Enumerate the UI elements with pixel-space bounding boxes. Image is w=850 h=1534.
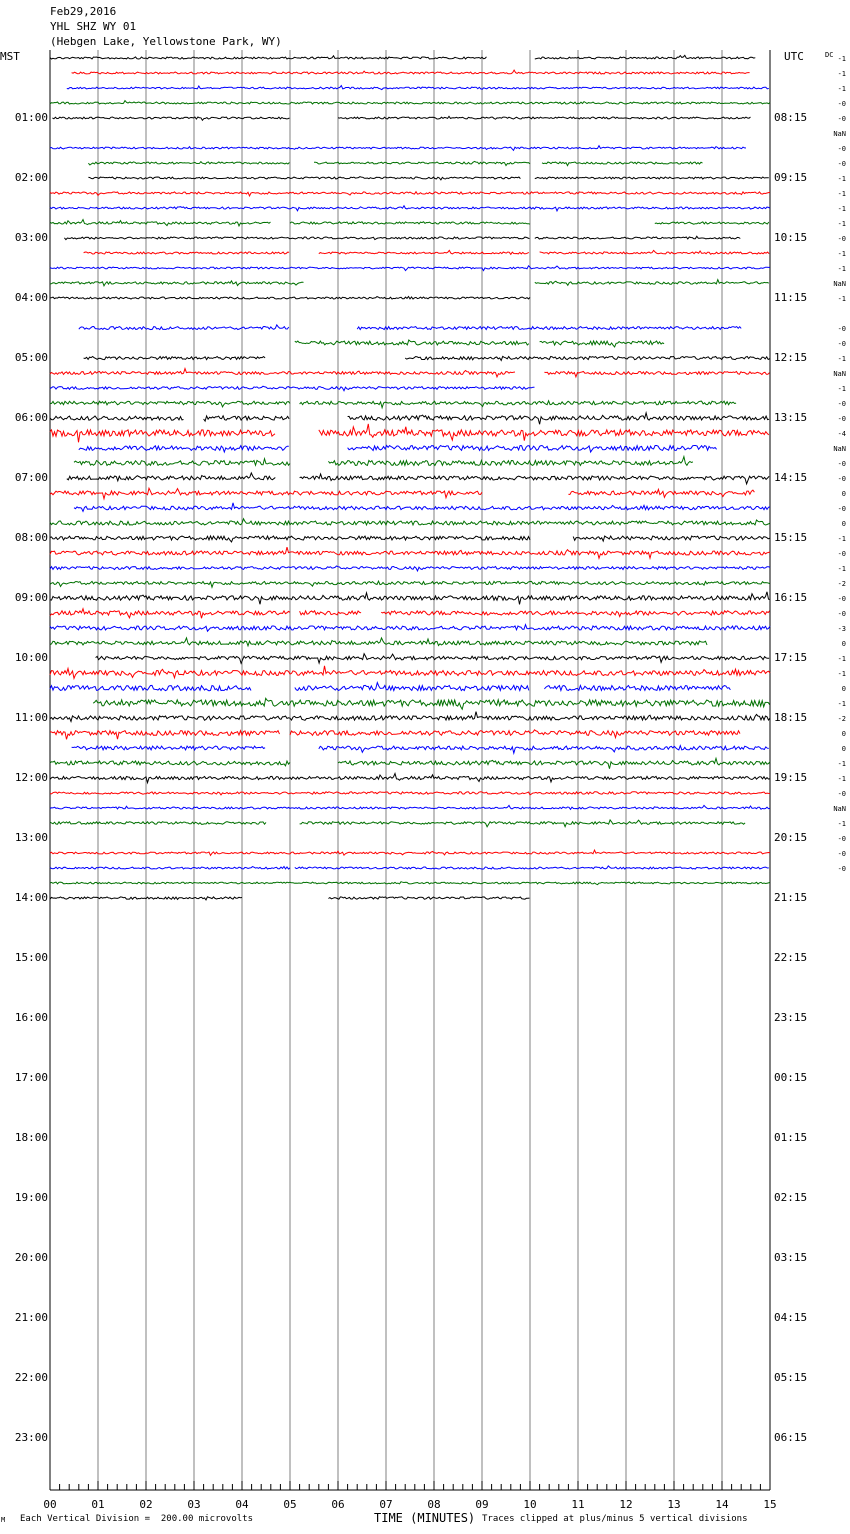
trace-line: [50, 401, 290, 407]
utc-hour-label: 21:15: [774, 891, 808, 904]
trace-line: [50, 566, 770, 571]
x-tick-label: 00: [43, 1498, 57, 1511]
trace-line: [93, 698, 770, 709]
mst-label: MST: [0, 50, 20, 63]
mst-hour-label: 01:00: [14, 111, 48, 124]
header-station: YHL SHZ WY 01: [50, 20, 137, 33]
mst-hour-label: 21:00: [14, 1311, 48, 1324]
trace-line: [348, 413, 769, 424]
mst-hour-label: 07:00: [14, 471, 48, 484]
mst-hour-label: 12:00: [14, 771, 48, 784]
mst-hour-label: 18:00: [14, 1131, 48, 1144]
trace-dc-label: -1: [837, 55, 846, 63]
utc-hour-label: 01:15: [774, 1131, 808, 1144]
utc-hour-label: 05:15: [774, 1371, 808, 1384]
clip-note: Traces clipped at plus/minus 5 vertical divisions: [482, 1514, 748, 1524]
trace-dc-label: NaN: [833, 280, 846, 288]
trace-line: [50, 386, 535, 391]
trace-line: [50, 266, 770, 271]
trace-line: [50, 547, 770, 558]
trace-line: [74, 459, 290, 466]
trace-dc-label: -1: [837, 355, 846, 363]
trace-dc-label: NaN: [833, 445, 846, 453]
utc-hour-label: 20:15: [774, 831, 808, 844]
trace-dc-label: -1: [837, 85, 846, 93]
trace-line: [540, 250, 770, 254]
trace-dc-label: -1: [837, 565, 846, 573]
trace-line: [328, 457, 693, 466]
trace-dc-label: -0: [837, 865, 846, 873]
trace-line: [535, 280, 769, 286]
trace-line: [319, 250, 529, 254]
trace-line: [535, 236, 741, 239]
trace-dc-label: -0: [837, 160, 846, 168]
trace-line: [96, 654, 770, 664]
trace-dc-label: NaN: [833, 130, 846, 138]
trace-line: [204, 416, 290, 421]
trace-line: [50, 850, 770, 855]
trace-line: [74, 503, 770, 512]
x-tick-label: 11: [571, 1498, 585, 1511]
trace-dc-label: -0: [837, 415, 846, 423]
trace-dc-label: -0: [837, 400, 846, 408]
x-tick-label: 09: [475, 1498, 489, 1511]
trace-dc-label: -1: [837, 820, 846, 828]
scale-note: Each Vertical Division = 200.00 microvolts: [20, 1514, 253, 1524]
trace-dc-label: -1: [837, 700, 846, 708]
trace-dc-label: -1: [837, 385, 846, 393]
trace-line: [295, 683, 529, 691]
trace-line: [50, 369, 515, 377]
trace-line: [88, 162, 289, 165]
utc-hour-label: 02:15: [774, 1191, 808, 1204]
trace-line: [50, 146, 746, 151]
trace-dc-label: -1: [837, 190, 846, 198]
trace-line: [328, 897, 529, 899]
trace-line: [290, 222, 530, 224]
trace-line: [52, 117, 289, 120]
x-tick-label: 04: [235, 1498, 249, 1511]
trace-dc-label: -0: [837, 790, 846, 798]
mst-hour-label: 23:00: [14, 1431, 48, 1444]
x-tick-label: 14: [715, 1498, 729, 1511]
mst-hour-label: 04:00: [14, 291, 48, 304]
trace-dc-label: -1: [837, 670, 846, 678]
utc-hour-label: 06:15: [774, 1431, 808, 1444]
trace-line: [290, 730, 740, 738]
trace-dc-label: -1: [837, 760, 846, 768]
trace-line: [544, 686, 730, 691]
trace-line: [542, 162, 703, 166]
x-tick-label: 15: [763, 1498, 777, 1511]
x-tick-label: 10: [523, 1498, 537, 1511]
trace-dc-label: -1: [837, 775, 846, 783]
trace-line: [50, 592, 770, 605]
trace-dc-label: -1: [837, 295, 846, 303]
x-axis-title: TIME (MINUTES): [374, 1511, 476, 1525]
mst-hour-label: 05:00: [14, 351, 48, 364]
trace-line: [84, 357, 266, 360]
mst-hour-label: 15:00: [14, 951, 48, 964]
trace-dc-label: 0: [841, 520, 846, 528]
trace-dc-label: -0: [837, 340, 846, 348]
trace-line: [573, 536, 770, 541]
trace-dc-label: -0: [837, 550, 846, 558]
trace-dc-label: -0: [837, 325, 846, 333]
corner-mark: M: [1, 1516, 6, 1524]
utc-hour-label: 10:15: [774, 231, 808, 244]
trace-line: [295, 340, 529, 345]
trace-line: [50, 488, 482, 499]
x-tick-label: 07: [379, 1498, 393, 1511]
utc-hour-label: 08:15: [774, 111, 808, 124]
trace-dc-label: NaN: [833, 370, 846, 378]
mst-hour-label: 08:00: [14, 531, 48, 544]
traces-layer: [50, 55, 770, 900]
utc-hour-label: 15:15: [774, 531, 808, 544]
utc-hour-label: 16:15: [774, 591, 808, 604]
utc-hour-label: 09:15: [774, 171, 808, 184]
trace-line: [72, 746, 266, 750]
trace-dc-label: 0: [841, 685, 846, 693]
trace-line: [50, 774, 770, 783]
trace-line: [357, 327, 741, 330]
trace-line: [348, 446, 717, 453]
trace-dc-label: -0: [837, 475, 846, 483]
x-tick-label: 08: [427, 1498, 441, 1511]
trace-dc-label: -2: [837, 715, 846, 723]
trace-line: [50, 281, 304, 286]
header-location: (Hebgen Lake, Yellowstone Park, WY): [50, 35, 282, 48]
trace-line: [50, 192, 770, 196]
trace-dc-label: -0: [837, 100, 846, 108]
trace-dc-label: -0: [837, 505, 846, 513]
trace-dc-label: -1: [837, 535, 846, 543]
trace-dc-label: -1: [837, 70, 846, 78]
trace-dc-label: -1: [837, 250, 846, 258]
utc-hour-label: 22:15: [774, 951, 808, 964]
utc-hour-label: 13:15: [774, 411, 808, 424]
grid-lines: [50, 50, 770, 1490]
mst-hour-label: 22:00: [14, 1371, 48, 1384]
trace-line: [50, 805, 770, 809]
trace-dc-label: -0: [837, 835, 846, 843]
x-tick-label: 03: [187, 1498, 201, 1511]
trace-line: [67, 86, 769, 90]
trace-line: [568, 489, 754, 497]
trace-dc-label: NaN: [833, 805, 846, 813]
utc-hour-label: 23:15: [774, 1011, 808, 1024]
trace-line: [300, 611, 362, 615]
x-tick-label: 06: [331, 1498, 345, 1511]
x-tick-label: 02: [139, 1498, 153, 1511]
utc-hour-label: 04:15: [774, 1311, 808, 1324]
x-tick-label: 01: [91, 1498, 105, 1511]
trace-dc-label: 0: [841, 730, 846, 738]
utc-hour-label: 03:15: [774, 1251, 808, 1264]
utc-hour-label: 00:15: [774, 1071, 808, 1084]
mst-hour-label: 16:00: [14, 1011, 48, 1024]
mst-hour-label: 02:00: [14, 171, 48, 184]
utc-hour-label: 11:15: [774, 291, 808, 304]
labels-layer: [15, 55, 846, 1511]
trace-line: [50, 581, 770, 587]
trace-line: [405, 356, 770, 360]
trace-line: [655, 222, 769, 224]
x-tick-label: 13: [667, 1498, 681, 1511]
mst-hour-label: 03:00: [14, 231, 48, 244]
dc-label: DC: [825, 51, 834, 59]
trace-line: [300, 474, 769, 484]
trace-line: [338, 758, 770, 768]
trace-line: [64, 237, 529, 240]
trace-line: [50, 416, 184, 420]
trace-line: [50, 882, 770, 885]
trace-dc-label: -0: [837, 460, 846, 468]
trace-line: [88, 177, 520, 180]
trace-line: [535, 177, 769, 179]
mst-hour-label: 17:00: [14, 1071, 48, 1084]
trace-line: [79, 325, 289, 330]
trace-dc-label: -1: [837, 175, 846, 183]
trace-line: [50, 609, 290, 619]
trace-line: [50, 206, 770, 211]
trace-dc-label: 0: [841, 745, 846, 753]
trace-line: [50, 792, 770, 795]
utc-label: UTC: [784, 50, 804, 63]
trace-line: [50, 56, 487, 59]
mst-hour-label: 13:00: [14, 831, 48, 844]
trace-line: [50, 822, 266, 825]
x-tick-label: 12: [619, 1498, 633, 1511]
header-date: Feb29,2016: [50, 5, 117, 18]
trace-dc-label: -1: [837, 205, 846, 213]
trace-line: [79, 446, 289, 452]
trace-dc-label: -1: [837, 655, 846, 663]
trace-line: [50, 101, 770, 104]
trace-line: [50, 519, 770, 525]
trace-line: [72, 70, 750, 74]
trace-line: [50, 666, 770, 679]
trace-dc-label: -0: [837, 115, 846, 123]
mst-hour-label: 11:00: [14, 711, 48, 724]
mst-hour-label: 06:00: [14, 411, 48, 424]
trace-line: [50, 625, 770, 632]
trace-dc-label: 0: [841, 640, 846, 648]
trace-line: [50, 761, 290, 766]
trace-line: [381, 611, 770, 617]
trace-line: [314, 161, 530, 165]
trace-line: [540, 341, 665, 347]
trace-dc-label: -4: [837, 430, 846, 438]
trace-line: [50, 712, 770, 722]
trace-line: [50, 220, 271, 226]
trace-line: [300, 401, 736, 408]
trace-line: [300, 820, 745, 827]
trace-dc-label: -0: [837, 595, 846, 603]
mst-hour-label: 09:00: [14, 591, 48, 604]
trace-line: [50, 430, 275, 442]
trace-line: [50, 685, 251, 690]
trace-dc-label: -2: [837, 580, 846, 588]
trace-dc-label: -0: [837, 145, 846, 153]
x-tick-label: 05: [283, 1498, 297, 1511]
trace-dc-label: -0: [837, 850, 846, 858]
mst-hour-label: 19:00: [14, 1191, 48, 1204]
trace-line: [50, 638, 707, 646]
utc-hour-label: 19:15: [774, 771, 808, 784]
trace-dc-label: -1: [837, 265, 846, 273]
trace-dc-label: 0: [841, 490, 846, 498]
trace-dc-label: -1: [837, 220, 846, 228]
mst-hour-label: 10:00: [14, 651, 48, 664]
trace-dc-label: -0: [837, 235, 846, 243]
trace-line: [338, 116, 751, 119]
mst-hour-label: 20:00: [14, 1251, 48, 1264]
trace-line: [50, 731, 280, 740]
utc-hour-label: 17:15: [774, 651, 808, 664]
utc-hour-label: 18:15: [774, 711, 808, 724]
trace-line: [84, 252, 290, 254]
utc-hour-label: 12:15: [774, 351, 808, 364]
trace-line: [50, 867, 290, 870]
mst-hour-label: 14:00: [14, 891, 48, 904]
trace-dc-label: -0: [837, 610, 846, 618]
utc-hour-label: 14:15: [774, 471, 808, 484]
trace-line: [295, 866, 769, 869]
trace-dc-label: -3: [837, 625, 846, 633]
